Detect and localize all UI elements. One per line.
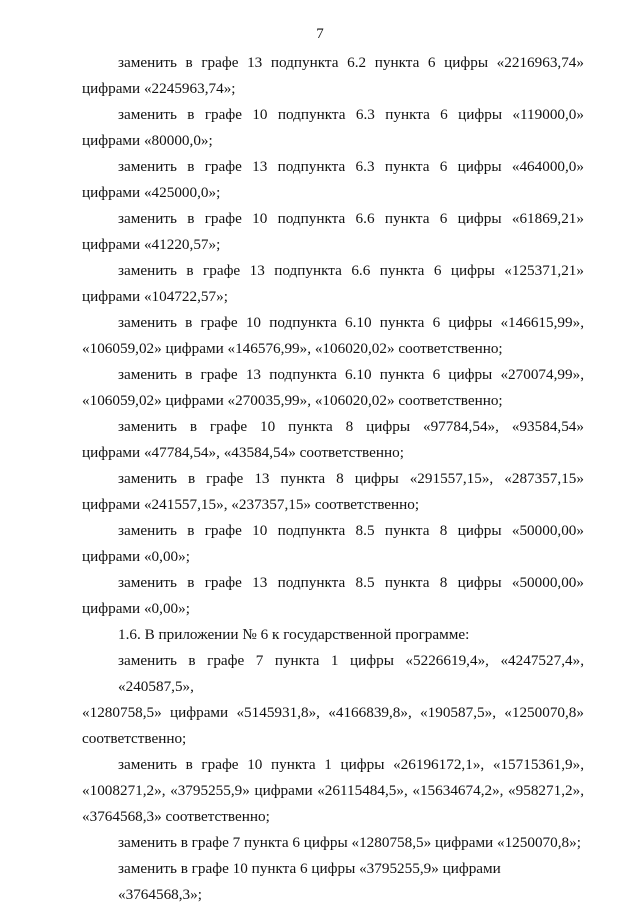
amendment-item — [82, 570, 584, 622]
text-line: заменить в графе 13 подпункта 6.10 пункта 6 цифры «270074,99», — [118, 366, 584, 383]
text-line: «3764568,3» соответственно; — [82, 808, 270, 825]
text-line: заменить в графе 13 подпункта 8.5 пункта 8 цифры «50000,00» — [118, 574, 584, 591]
text-line: «106059,02» цифрами «146576,99», «106020,02» соответственно; — [82, 340, 503, 357]
amendment-item — [82, 466, 584, 518]
text-line: заменить в графе 10 пункта 6 цифры «3795255,9» цифрами «3764568,3»; — [118, 860, 501, 903]
text-line: заменить в графе 10 подпункта 6.3 пункта 6 цифры «119000,0» — [118, 106, 584, 123]
text-line: заменить в графе 7 пункта 1 цифры «5226619,4», «4247527,4», «240587,5», — [118, 652, 584, 695]
amendment-item — [82, 258, 584, 310]
amendment-item — [82, 310, 584, 362]
text-line: соответственно; — [82, 730, 187, 747]
text-line: цифрами «41220,57»; — [82, 236, 221, 253]
text-line: цифрами «425000,0»; — [82, 184, 221, 201]
text-line: заменить в графе 7 пункта 6 цифры «1280758,5» цифрами «1250070,8»; — [118, 834, 581, 851]
text-line: цифрами «0,00»; — [82, 600, 190, 617]
amendment-item — [82, 648, 584, 752]
text-line: цифрами «104722,57»; — [82, 288, 228, 305]
text-line: «106059,02» цифрами «270035,99», «106020,02» соответственно; — [82, 392, 503, 409]
section-heading — [82, 622, 584, 648]
amendment-item — [82, 50, 584, 102]
text-line: заменить в графе 10 подпункта 6.10 пункта 6 цифры «146615,99», — [118, 314, 584, 331]
amendment-item — [82, 830, 584, 856]
amendment-item — [82, 154, 584, 206]
text-line: цифрами «47784,54», «43584,54» соответственно; — [82, 444, 404, 461]
text-line: заменить в графе 10 пункта 1 цифры «26196172,1», «15715361,9», — [118, 756, 584, 773]
text-line: 1.6. В приложении № 6 к государственной программе: — [118, 626, 470, 643]
text-line: цифрами «80000,0»; — [82, 132, 213, 149]
amendment-item — [82, 518, 584, 570]
page-number: 7 — [316, 26, 324, 42]
text-line: заменить в графе 10 пункта 8 цифры «97784,54», «93584,54» — [118, 418, 584, 435]
text-line: заменить в графе 13 подпункта 6.3 пункта 6 цифры «464000,0» — [118, 158, 584, 175]
text-line: заменить в графе 10 подпункта 8.5 пункта 8 цифры «50000,00» — [118, 522, 584, 539]
amendment-item — [82, 362, 584, 414]
text-line: «1280758,5» цифрами «5145931,8», «4166839,8», «190587,5», «1250070,8» — [82, 704, 584, 721]
document-body — [82, 50, 584, 908]
amendment-item — [82, 102, 584, 154]
text-line: цифрами «0,00»; — [82, 548, 190, 565]
amendment-item — [82, 856, 584, 908]
amendment-item — [82, 752, 584, 830]
text-line: «1008271,2», «3795255,9» цифрами «26115484,5», «15634674,2», «958271,2», — [82, 782, 584, 799]
text-line: заменить в графе 13 подпункта 6.6 пункта 6 цифры «125371,21» — [118, 262, 584, 279]
amendment-item — [82, 206, 584, 258]
text-line: цифрами «2245963,74»; — [82, 80, 236, 97]
amendment-item — [82, 414, 584, 466]
text-line: заменить в графе 10 подпункта 6.6 пункта 6 цифры «61869,21» — [118, 210, 584, 227]
text-line: заменить в графе 13 пункта 8 цифры «291557,15», «287357,15» — [118, 470, 584, 487]
text-line: заменить в графе 13 подпункта 6.2 пункта 6 цифры «2216963,74» — [118, 54, 584, 71]
text-line: цифрами «241557,15», «237357,15» соответственно; — [82, 496, 420, 513]
